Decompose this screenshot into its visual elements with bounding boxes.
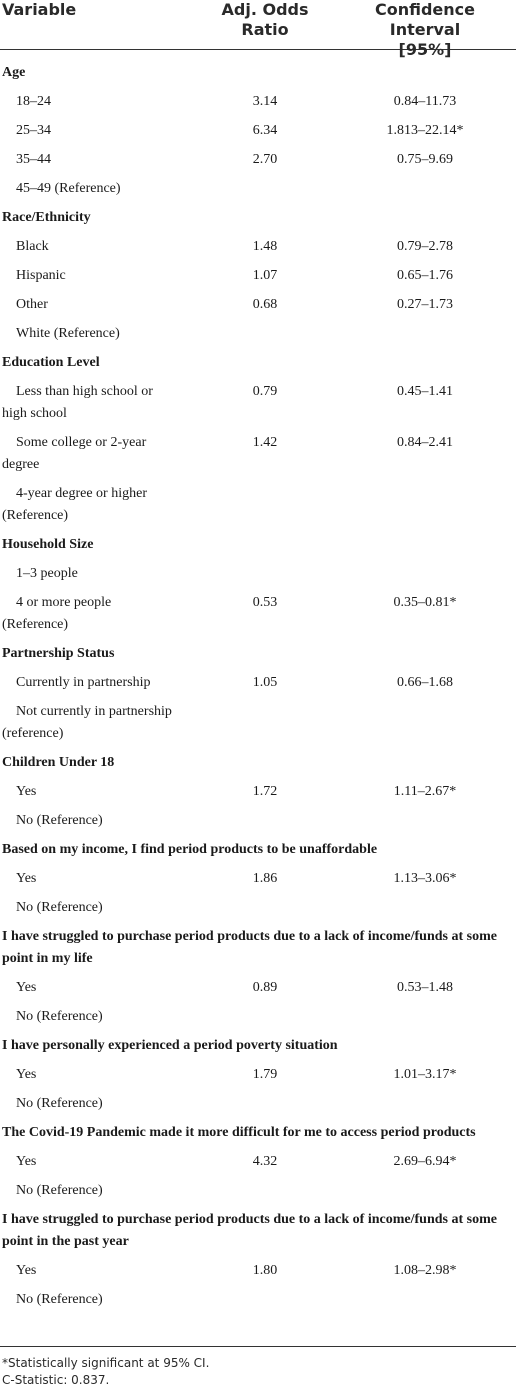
row-label	[0, 118, 200, 142]
section-row	[0, 837, 516, 866]
row-label	[0, 866, 200, 890]
odds-ratio-cell: 1.42	[252, 435, 278, 450]
odds-ratio-cell	[218, 561, 312, 563]
row-label-line: Not currently in partnership	[16, 704, 172, 719]
table-row	[0, 430, 516, 481]
odds-ratio-cell	[218, 1004, 312, 1006]
row-label-line: Yes	[16, 871, 37, 886]
row-label	[0, 1258, 200, 1282]
section-row	[0, 1120, 516, 1149]
odds-ratio-cell: 0.79	[252, 384, 278, 399]
odds-ratio-cell: 0.89	[252, 980, 278, 995]
confidence-interval-cell	[340, 808, 510, 810]
row-label	[0, 292, 200, 316]
table-header	[0, 0, 516, 59]
row-label-line: Currently in partnership	[16, 675, 151, 690]
odds-ratio-cell: 1.05	[252, 675, 278, 690]
row-label-line: 35–44	[16, 152, 51, 167]
confidence-interval-cell: 0.66–1.68	[397, 675, 453, 690]
confidence-interval-cell	[340, 1091, 510, 1093]
table-body	[0, 50, 516, 1316]
odds-ratio-cell: 4.32	[252, 1154, 278, 1169]
row-label	[0, 1091, 200, 1115]
table-row	[0, 808, 516, 837]
row-label-line: No (Reference)	[16, 1009, 103, 1024]
row-label	[0, 481, 200, 527]
row-label	[0, 147, 200, 171]
confidence-interval-cell	[340, 176, 510, 178]
row-label	[0, 895, 200, 919]
confidence-interval-cell	[340, 1178, 510, 1180]
table-row	[0, 89, 516, 118]
footnote-significance: *Statistically significant at 95% CI.	[2, 1356, 210, 1370]
odds-ratio-cell	[218, 176, 312, 178]
odds-ratio-cell: 0.68	[252, 297, 278, 312]
confidence-interval-cell: 0.53–1.48	[397, 980, 453, 995]
table-row	[0, 176, 516, 205]
row-label	[0, 670, 200, 694]
row-label-line: Yes	[16, 1154, 37, 1169]
section-label: The Covid-19 Pandemic made it more difficult for me to access period products	[2, 1125, 476, 1140]
confidence-interval-cell	[340, 699, 510, 701]
section-row	[0, 532, 516, 561]
row-label-line: 4-year degree or higher	[16, 486, 147, 501]
row-label-line: 25–34	[16, 123, 51, 138]
odds-ratio-cell: 3.14	[252, 94, 278, 109]
section-label: Age	[2, 65, 26, 80]
odds-ratio-cell	[218, 321, 312, 323]
confidence-interval-cell	[340, 1287, 510, 1289]
table-row	[0, 670, 516, 699]
odds-ratio-cell: 1.79	[252, 1067, 278, 1082]
row-label-line: (Reference)	[2, 508, 69, 523]
odds-ratio-cell: 6.34	[252, 123, 278, 138]
row-label	[0, 975, 200, 999]
row-label-line: Other	[16, 297, 48, 312]
table-row	[0, 1062, 516, 1091]
confidence-interval-cell: 0.75–9.69	[397, 152, 453, 167]
row-label	[0, 590, 200, 636]
table-row	[0, 321, 516, 350]
confidence-interval-cell	[340, 895, 510, 897]
odds-ratio-cell	[218, 481, 312, 483]
confidence-interval-cell: 0.45–1.41	[397, 384, 453, 399]
section-row	[0, 1207, 516, 1258]
row-label-line: 1–3 people	[16, 566, 78, 581]
row-label	[0, 1149, 200, 1173]
confidence-interval-cell: 0.27–1.73	[397, 297, 453, 312]
row-label-line: degree	[2, 457, 40, 472]
table-row	[0, 866, 516, 895]
row-label	[0, 321, 200, 345]
confidence-interval-cell: 1.813–22.14*	[386, 123, 464, 138]
table-row	[0, 1149, 516, 1178]
table-row	[0, 147, 516, 176]
confidence-interval-cell	[340, 481, 510, 483]
odds-ratio-cell: 1.07	[252, 268, 278, 283]
confidence-interval-cell: 1.11–2.67*	[393, 784, 457, 799]
row-label	[0, 1004, 200, 1028]
header-odds-ratio	[218, 0, 312, 40]
section-label: Race/Ethnicity	[2, 210, 91, 225]
confidence-interval-cell: 0.84–11.73	[393, 94, 457, 109]
odds-ratio-cell: 1.86	[252, 871, 278, 886]
row-label-line: White (Reference)	[16, 326, 120, 341]
confidence-interval-cell: 1.01–3.17*	[393, 1067, 457, 1082]
table-row	[0, 1258, 516, 1287]
row-label-line: 45–49 (Reference)	[16, 181, 121, 196]
odds-ratio-cell	[218, 808, 312, 810]
row-label-line: (Reference)	[2, 617, 69, 632]
header-odds-line1: Adj. Odds	[221, 0, 309, 19]
header-odds-line2: Ratio	[241, 20, 289, 39]
section-label: Household Size	[2, 537, 94, 552]
section-row	[0, 1033, 516, 1062]
section-label: Education Level	[2, 355, 100, 370]
section-label: Partnership Status	[2, 646, 115, 661]
row-label-line: Hispanic	[16, 268, 66, 283]
confidence-interval-cell: 0.65–1.76	[397, 268, 453, 283]
table-row	[0, 481, 516, 532]
odds-ratio-cell	[218, 1091, 312, 1093]
row-label	[0, 1178, 200, 1202]
table-row	[0, 895, 516, 924]
section-label: I have struggled to purchase period products due to a lack of income/funds at some point in the past year	[2, 1212, 497, 1249]
row-label-line: Yes	[16, 1263, 37, 1278]
row-label-line: No (Reference)	[16, 1096, 103, 1111]
row-label-line: Yes	[16, 784, 37, 799]
table-row	[0, 1287, 516, 1316]
confidence-interval-cell: 0.84–2.41	[397, 435, 453, 450]
row-label	[0, 1062, 200, 1086]
table-row	[0, 590, 516, 641]
section-label: I have struggled to purchase period products due to a lack of income/funds at some point in my life	[2, 929, 497, 966]
row-label-line: Yes	[16, 980, 37, 995]
row-label-line: (reference)	[2, 726, 64, 741]
section-row	[0, 641, 516, 670]
row-label	[0, 430, 200, 476]
row-label-line: No (Reference)	[16, 900, 103, 915]
table-footnotes	[0, 1346, 516, 1389]
table-row	[0, 699, 516, 750]
row-label-line: high school	[2, 406, 67, 421]
table-row	[0, 779, 516, 808]
row-label-line: Yes	[16, 1067, 37, 1082]
section-label: Children Under 18	[2, 755, 115, 770]
row-label	[0, 176, 200, 200]
row-label	[0, 379, 200, 425]
row-label	[0, 263, 200, 287]
row-label-line: No (Reference)	[16, 1183, 103, 1198]
odds-ratio-cell: 1.72	[252, 784, 278, 799]
table-row	[0, 263, 516, 292]
section-row	[0, 750, 516, 779]
footnote-c-statistic: C-Statistic: 0.837.	[2, 1373, 110, 1387]
table-row	[0, 118, 516, 147]
table-row	[0, 292, 516, 321]
row-label	[0, 1287, 200, 1311]
row-label	[0, 561, 200, 585]
row-label-line: 4 or more people	[16, 595, 112, 610]
table-row	[0, 1004, 516, 1033]
row-label-line: Black	[16, 239, 49, 254]
section-label: I have personally experienced a period poverty situation	[2, 1038, 338, 1053]
header-ci-line1: Confidence Interval	[374, 0, 475, 39]
confidence-interval-cell	[340, 561, 510, 563]
section-row	[0, 205, 516, 234]
section-label: Based on my income, I find period products to be unaffordable	[2, 842, 378, 857]
odds-ratio-cell: 0.53	[252, 595, 278, 610]
row-label	[0, 89, 200, 113]
odds-ratio-cell	[218, 1287, 312, 1289]
odds-ratio-cell	[218, 895, 312, 897]
section-row	[0, 350, 516, 379]
table-row	[0, 1091, 516, 1120]
row-label	[0, 699, 200, 745]
row-label-line: 18–24	[16, 94, 51, 109]
confidence-interval-cell: 1.08–2.98*	[393, 1263, 457, 1278]
row-label-line: Less than high school or	[16, 384, 153, 399]
odds-ratio-cell: 1.48	[252, 239, 278, 254]
section-row	[0, 924, 516, 975]
odds-ratio-cell: 2.70	[252, 152, 278, 167]
row-label-line: Some college or 2-year	[16, 435, 147, 450]
row-label	[0, 234, 200, 258]
row-label	[0, 808, 200, 832]
table-row	[0, 561, 516, 590]
odds-ratio-cell: 1.80	[252, 1263, 278, 1278]
odds-ratio-cell	[218, 1178, 312, 1180]
row-label	[0, 779, 200, 803]
row-label-line: No (Reference)	[16, 813, 103, 828]
confidence-interval-cell	[340, 1004, 510, 1006]
table-row	[0, 379, 516, 430]
odds-ratio-cell	[218, 699, 312, 701]
row-label-line: No (Reference)	[16, 1292, 103, 1307]
header-ci-line2: [95%]	[398, 40, 452, 59]
table-row	[0, 234, 516, 263]
confidence-interval-cell: 0.35–0.81*	[393, 595, 457, 610]
confidence-interval-cell: 1.13–3.06*	[393, 871, 457, 886]
table-row	[0, 1178, 516, 1207]
section-row	[0, 60, 516, 89]
confidence-interval-cell: 2.69–6.94*	[393, 1154, 457, 1169]
header-variable: Variable	[2, 0, 77, 19]
table-row	[0, 975, 516, 1004]
confidence-interval-cell	[340, 321, 510, 323]
confidence-interval-cell: 0.79–2.78	[397, 239, 453, 254]
